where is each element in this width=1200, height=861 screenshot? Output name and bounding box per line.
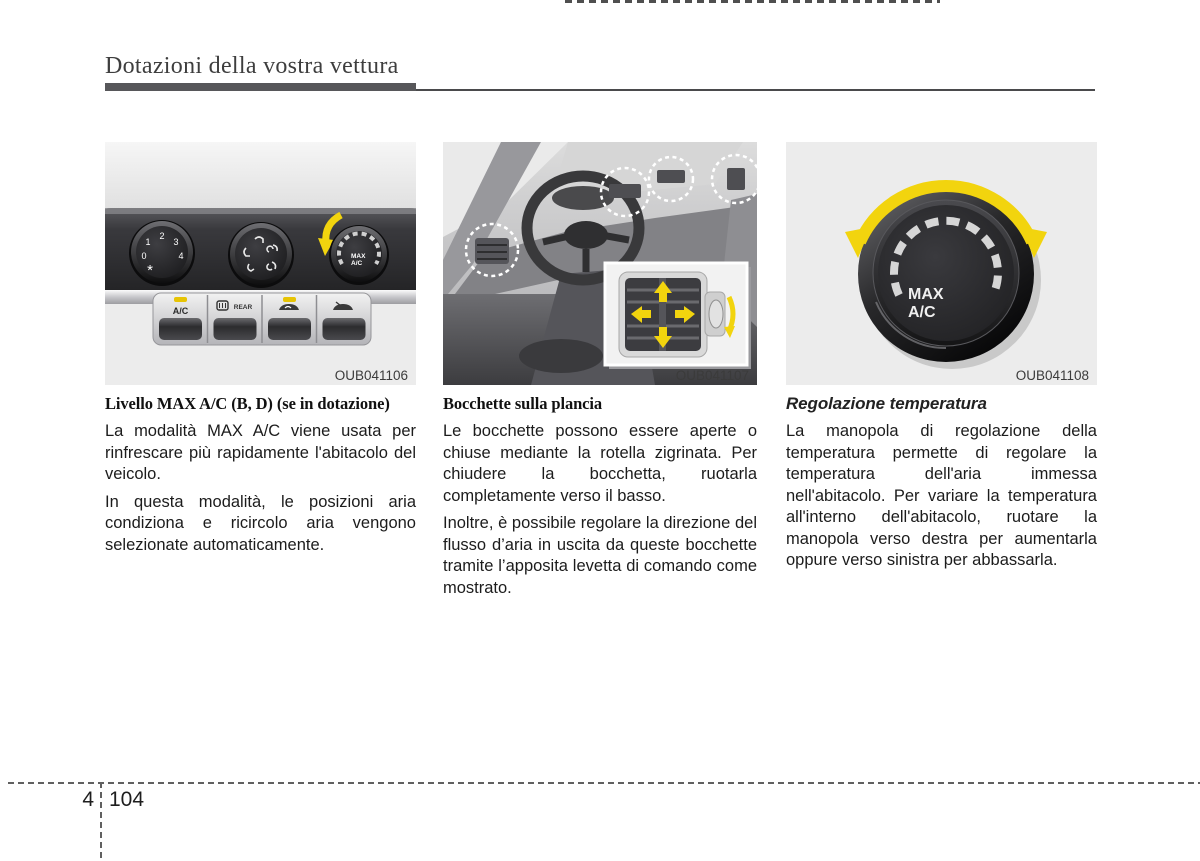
fan-speed-2: 2 [159,231,165,241]
body-paragraph: In questa modalità, le posizioni aria condiziona e ricircolo aria vengono selezionate automaticamente. [105,492,416,554]
max-label-line2: A/C [351,260,363,267]
rear-defrost-button[interactable] [214,301,257,340]
rear-rocker [214,318,257,340]
recirc-rocker [268,318,311,340]
figure-climate-control-panel [105,142,416,385]
page-number: 104 [109,788,145,811]
recirc-indicator-light [283,297,296,302]
chapter-number: 4 [82,788,94,811]
max-ac-label-line2: A/C [908,304,936,321]
header-bar [105,83,416,91]
figure2-caption: OUB041107 [675,368,749,383]
fan-speed-4: 4 [178,251,184,261]
body-paragraph: La manopola di regolazione della temperatura permette di regolare la temperatura dell'aria immessa nell'abitacolo. Per variare la temperatura all'interno dell'abitacolo, ruotare la manopola verso destra per aumentarla oppure verso sinistra per abbassarla. [786,422,1097,569]
header-rule [416,89,1095,91]
footer-dashed-line [8,782,1200,784]
fan-speed-0: 0 [141,251,147,261]
ac-rocker [159,318,202,340]
center-vent [609,184,641,198]
vent-thumbwheel[interactable] [709,300,723,328]
body-paragraph: Inoltre, è possibile regolare la direzione del flusso d’aria in uscita da queste bocchette tramite l’apposita levetta di comando come mostrato. [443,514,757,597]
page-title: Dotazioni della vostra vettura [105,53,399,79]
section-heading: Bocchette sulla plancia [443,394,603,413]
section-max-ac [105,394,416,562]
top-cut-dashed-line [565,0,940,3]
air-mode-knob[interactable] [228,222,294,288]
steering-hub [564,221,608,249]
figure3-caption: OUB041108 [1015,368,1089,383]
figure-temperature-knob [786,142,1097,385]
climate-control-illustration [105,142,416,385]
dashboard-illustration [443,142,757,385]
rear-button-label: REAR [233,304,253,311]
fan-icon: * [147,262,153,279]
temperature-knob-small[interactable] [329,225,389,285]
vent-inset [605,263,751,369]
max-ac-label-line1: MAX [908,286,944,303]
fresh-rocker [323,318,366,340]
fascia-top [105,142,416,216]
figure1-caption: OUB041106 [334,368,408,383]
floor-mat [519,339,603,373]
body-paragraph: La modalità MAX A/C viene usata per rinfrescare più rapidamente l'abitacolo del veicolo. [105,422,416,483]
max-label-line1: MAX [351,253,366,260]
fan-speed-3: 3 [173,237,179,247]
ac-button-label: A/C [172,306,189,316]
figure-dashboard-vents [443,142,757,385]
section-heading: Livello MAX A/C (B, D) (se in dotazione) [105,394,390,413]
section-bocchette [443,394,757,605]
ac-indicator-light [174,297,187,302]
panel-edge-highlight [105,208,416,214]
temperature-knob-illustration [786,142,1097,385]
section-regolazione-temperatura [786,394,1097,578]
body-paragraph: Le bocchette possono essere aperte o chiuse mediante la rotella zigrinata. Per chiudere la bocchetta, ruotarla completamente verso il basso. [443,422,757,505]
fan-speed-1: 1 [145,237,151,247]
fan-speed-knob[interactable] [129,220,195,286]
center-right-vent [657,170,685,183]
section-heading: Regolazione temperatura [786,394,987,413]
footer-dashed-divider [100,782,102,861]
right-vent [727,168,745,190]
